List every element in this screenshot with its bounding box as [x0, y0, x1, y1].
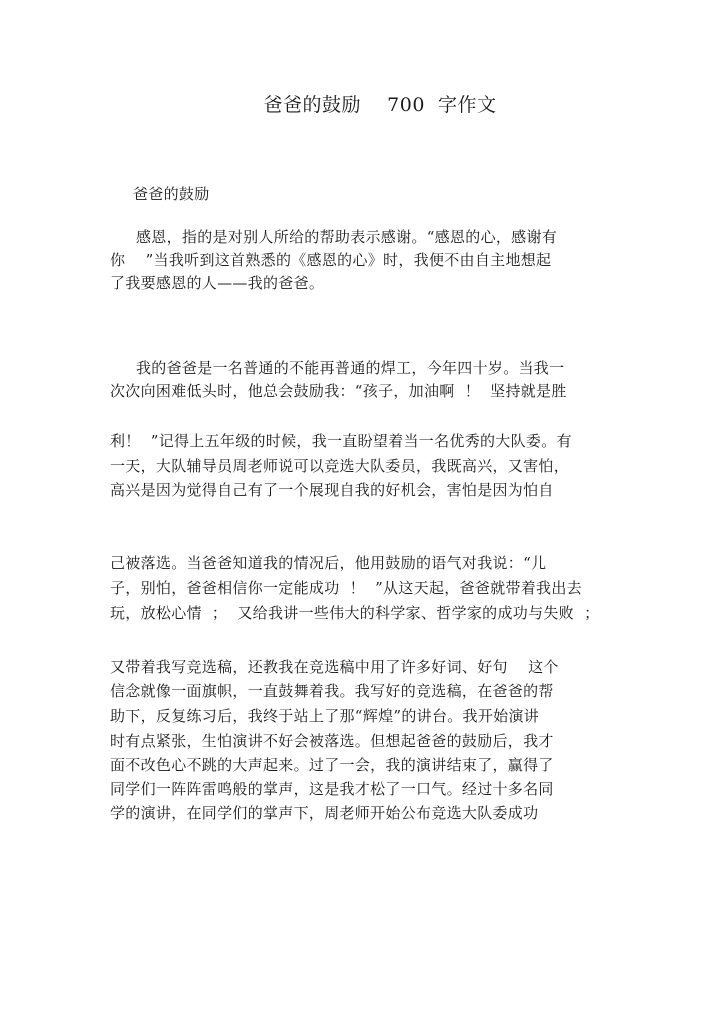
- paragraph-5-line-7: 学的演讲，在同学们的掌声下，周老师开始公布竞选大队委成功: [110, 804, 539, 822]
- paragraph-1-line-2: 你 ”当我听到这首熟悉的《感恩的心》时，我便不由自主地想起: [110, 251, 552, 269]
- paragraph-2-line-2: 次次向困难低头时，他总会鼓励我：“孩子，加油啊 ！ 坚持就是胜: [110, 382, 567, 400]
- paragraph-1-line-1: 感恩，指的是对别人所给的帮助表示感谢。“感恩的心，感谢有: [136, 228, 558, 246]
- paragraph-5-line-1: 又带着我写竞选稿，还教我在竞选稿中用了许多好词、好句 这个: [110, 658, 559, 676]
- paragraph-4-line-3: 玩，放松心情 ； 又给我讲一些伟大的科学家、哲学家的成功与失败 ；: [110, 604, 600, 622]
- paragraph-5-line-4: 时有点紧张，生怕演讲不好会被落选。但想起爸爸的鼓励后，我才: [110, 732, 554, 750]
- paragraph-5-line-2: 信念就像一面旗帜，一直鼓舞着我。我写好的竞选稿，在爸爸的帮: [110, 682, 554, 700]
- paragraph-2-line-1: 我的爸爸是一名普通的不能再普通的焊工，今年四十岁。当我一: [136, 359, 565, 377]
- paragraph-3-line-2: 一天，大队辅导员周老师说可以竞选大队委员，我既高兴，又害怕，: [110, 457, 570, 475]
- paragraph-3-line-3: 高兴是因为觉得自己有了一个展现自我的好机会，害怕是因为怕自: [110, 481, 554, 499]
- subtitle: 爸爸的鼓励: [133, 185, 210, 203]
- paragraph-5-line-3: 助下，反复练习后，我终于站上了那“辉煌”的讲台。我开始演讲: [110, 707, 540, 725]
- paragraph-1-line-3: 了我要感恩的人——我的爸爸。: [110, 274, 325, 292]
- paragraph-4-line-2: 子，别怕，爸爸相信你一定能成功 ！ ”从这天起，爸爸就带着我出去: [110, 579, 582, 597]
- paragraph-5-line-6: 同学们一阵阵雷鸣般的掌声，这是我才松了一口气。经过十多名同: [110, 780, 554, 798]
- page-title: 爸爸的鼓励 700 字作文: [263, 94, 497, 116]
- paragraph-5-line-5: 面不改色心不跳的大声起来。过了一会，我的演讲结束了，赢得了: [110, 756, 554, 774]
- paragraph-3-line-1: 利！ ”记得上五年级的时候，我一直盼望着当一名优秀的大队委。有: [110, 432, 572, 450]
- paragraph-4-line-1: 己被落选。当爸爸知道我的情况后，他用鼓励的语气对我说：“儿: [110, 554, 547, 572]
